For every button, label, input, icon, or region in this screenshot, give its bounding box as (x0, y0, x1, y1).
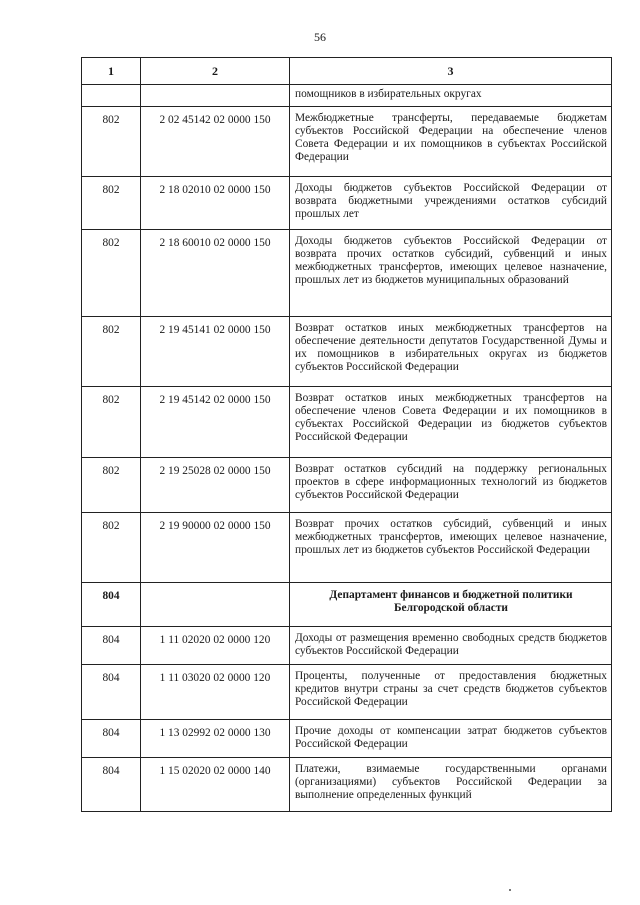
table-row (82, 177, 612, 230)
page-number: 56 (314, 30, 326, 44)
code-cell: 2 18 60010 02 0000 150 (141, 230, 290, 317)
scan-speck (509, 889, 511, 891)
admin-cell: 802 (82, 177, 141, 230)
description-cell: Возврат остатков иных межбюджетных трансфертов на обеспечение деятельности депутатов Государственной Думы и их помощников в избирательных округах из бюджетов субъектов Российской Федерации (290, 317, 612, 387)
code-cell: 2 18 02010 02 0000 150 (141, 177, 290, 230)
description-cell: Доходы бюджетов субъектов Российской Федерации от возврата бюджетными учреждениями остатков субсидий прошлых лет (290, 177, 612, 230)
department-title: Департамент финансов и бюджетной политики Белгородской области (290, 583, 612, 627)
admin-cell: 802 (82, 513, 141, 583)
code-cell (141, 85, 290, 107)
table-row (82, 627, 612, 665)
admin-cell: 804 (82, 665, 141, 720)
table-row (82, 387, 612, 458)
table-row (82, 513, 612, 583)
code-cell: 2 19 45141 02 0000 150 (141, 317, 290, 387)
description-cell: Межбюджетные трансферты, передаваемые бюджетам субъектов Российской Федерации на обеспечение членов Совета Федерации и их помощников в субъектах Российской Федерации (290, 107, 612, 177)
header-col-1: 1 (82, 58, 141, 85)
header-col-3: 3 (290, 58, 612, 85)
admin-cell (82, 85, 141, 107)
description-cell: Доходы от размещения временно свободных средств бюджетов субъектов Российской Федерации (290, 627, 612, 665)
code-cell: 1 15 02020 02 0000 140 (141, 758, 290, 812)
code-cell: 2 02 45142 02 0000 150 (141, 107, 290, 177)
table-row (82, 317, 612, 387)
admin-cell: 804 (82, 583, 141, 627)
code-cell (141, 583, 290, 627)
admin-cell: 802 (82, 107, 141, 177)
description-cell: Возврат прочих остатков субсидий, субвенций и иных межбюджетных трансфертов, имеющих целевое назначение, прошлых лет из бюджетов субъектов Российской Федерации (290, 513, 612, 583)
revenue-codes-table (81, 57, 612, 812)
code-cell: 2 19 90000 02 0000 150 (141, 513, 290, 583)
admin-cell: 802 (82, 387, 141, 458)
table-row (82, 758, 612, 812)
code-cell: 1 13 02992 02 0000 130 (141, 720, 290, 758)
table-row (82, 230, 612, 317)
table-row (82, 458, 612, 513)
description-cell: Доходы бюджетов субъектов Российской Федерации от возврата прочих остатков субсидий, субвенций и иных межбюджетных трансфертов, имеющих целевое назначение, прошлых лет из бюджетов муниципальных образований (290, 230, 612, 317)
table-row (82, 665, 612, 720)
table-row (82, 85, 612, 107)
description-cell: Возврат остатков субсидий на поддержку региональных проектов в сфере информационных технологий из бюджетов субъектов Российской Федерации (290, 458, 612, 513)
department-row (82, 583, 612, 627)
admin-cell: 804 (82, 720, 141, 758)
admin-cell: 802 (82, 458, 141, 513)
admin-cell: 802 (82, 230, 141, 317)
description-cell: Платежи, взимаемые государственными органами (организациями) субъектов Российской Федерации за выполнение определенных функций (290, 758, 612, 812)
table-row (82, 720, 612, 758)
code-cell: 2 19 25028 02 0000 150 (141, 458, 290, 513)
code-cell: 1 11 03020 02 0000 120 (141, 665, 290, 720)
admin-cell: 804 (82, 627, 141, 665)
code-cell: 2 19 45142 02 0000 150 (141, 387, 290, 458)
description-cell: Возврат остатков иных межбюджетных трансфертов на обеспечение членов Совета Федерации и их помощников в субъектах Российской Федерации из бюджетов субъектов Российской Федерации (290, 387, 612, 458)
header-col-2: 2 (141, 58, 290, 85)
admin-cell: 804 (82, 758, 141, 812)
admin-cell: 802 (82, 317, 141, 387)
description-cell: Проценты, полученные от предоставления бюджетных кредитов внутри страны за счет средств бюджетов субъектов Российской Федерации (290, 665, 612, 720)
code-cell: 1 11 02020 02 0000 120 (141, 627, 290, 665)
table-header-row (82, 58, 612, 85)
description-cell: Прочие доходы от компенсации затрат бюджетов субъектов Российской Федерации (290, 720, 612, 758)
description-cell: помощников в избирательных округах (290, 85, 612, 107)
table-row (82, 107, 612, 177)
